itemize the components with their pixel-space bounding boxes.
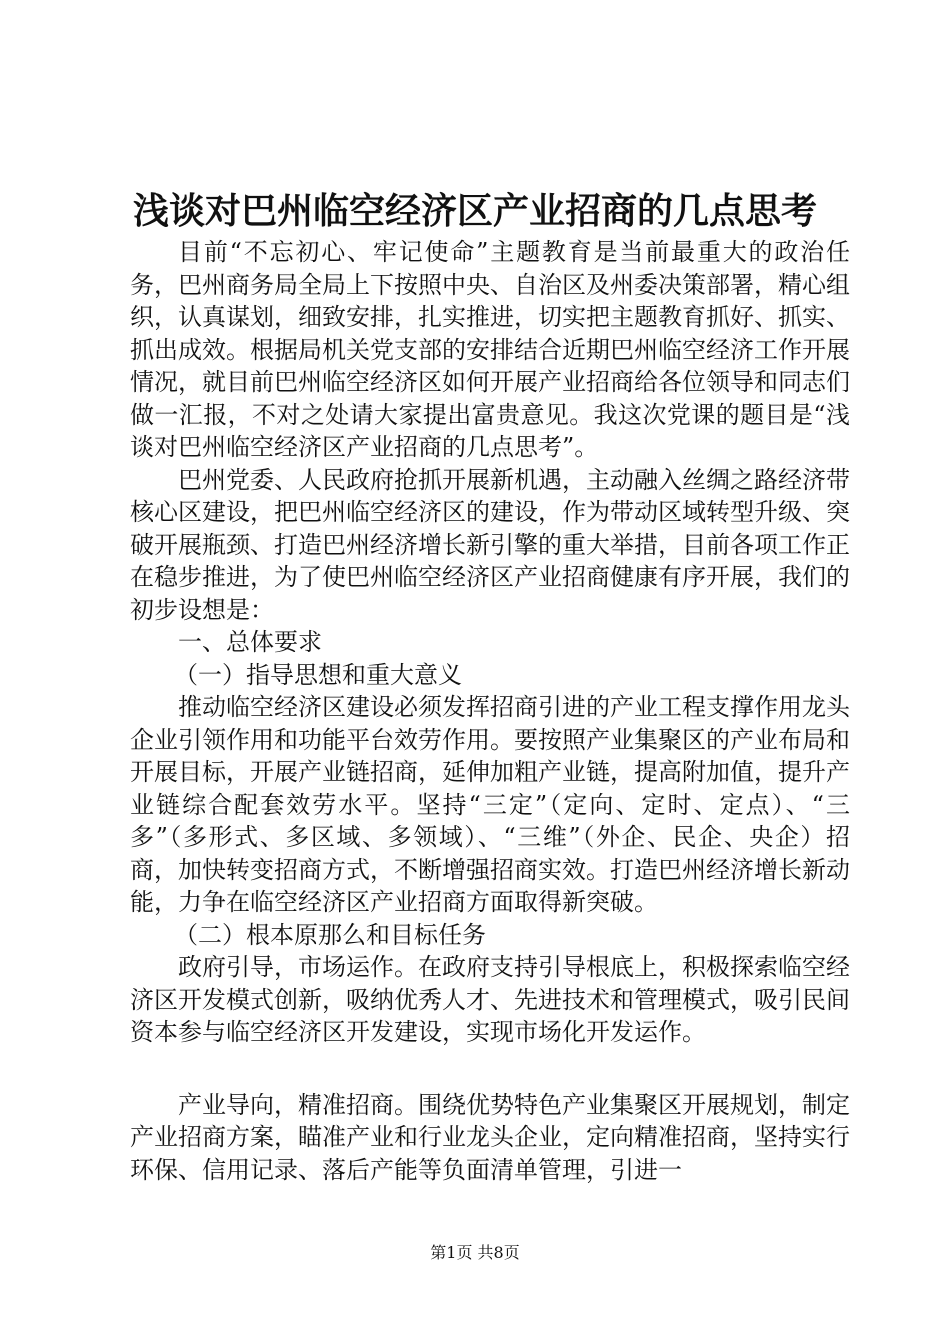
section-heading-general-requirements: 一、总体要求 bbox=[178, 628, 322, 656]
paragraph-intro: 目前“不忘初心、牢记使命”主题教育是当前最重大的政治任务，巴州商务局全局上下按照中央、自治区及州委决策部署，精心组织，认真谋划，细致安排，扎实推进，切实把主题教育抓好、抓实、抓出成效。根据局机关党支部的安排结合近期巴州临空经济工作开展情况，就目前巴州临空经济区如何开展产业招商给各位领导和同志们做一汇报，不对之处请大家提出富贵意见。我这次党课的题目是“浅谈对巴州临空经济区产业招商的几点思考”。 bbox=[130, 238, 850, 461]
paragraph-industry-orientation: 产业导向，精准招商。围绕优势特色产业集聚区开展规划，制定产业招商方案，瞄准产业和行业龙头企业，定向精准招商，坚持实行环保、信用记录、落后产能等负面清单管理，引进一 bbox=[130, 1090, 850, 1184]
paragraph-government-guidance: 政府引导，市场运作。在政府支持引导根底上，积极探索临空经济区开发模式创新，吸纳优秀人才、先进技术和管理模式，吸引民间资本参与临空经济区开发建设，实现市场化开发运作。 bbox=[130, 953, 850, 1046]
document-title: 浅谈对巴州临空经济区产业招商的几点思考 bbox=[132, 190, 817, 232]
page-number-footer: 第1页 共8页 bbox=[430, 1243, 520, 1262]
paragraph-background: 巴州党委、人民政府抢抓开展新机遇，主动融入丝绸之路经济带核心区建设，把巴州临空经济区的建设，作为带动区域转型升级、突破开展瓶颈、打造巴州经济增长新引擎的重大举措，目前各项工作正在稳步推进，为了使巴州临空经济区产业招商健康有序开展，我们的初步设想是： bbox=[130, 465, 850, 624]
paragraph-guiding-ideology: 推动临空经济区建设必须发挥招商引进的产业工程支撑作用龙头企业引领作用和功能平台效劳作用。要按照产业集聚区的产业布局和开展目标，开展产业链招商，延伸加粗产业链，提高附加值，提升产业链综合配套效劳水平。坚持“三定”（定向、定时、定点）、“三多”（多形式、多区域、多领域）、“三维”（外企、民企、央企）招商，加快转变招商方式，不断增强招商实效。打造巴州经济增长新动能，力争在临空经济区产业招商方面取得新突破。 bbox=[130, 693, 850, 916]
subsection-heading-guiding-ideology: （一）指导思想和重大意义 bbox=[174, 660, 462, 689]
subsection-heading-principles: （二）根本原那么和目标任务 bbox=[174, 920, 486, 949]
document-body bbox=[130, 236, 850, 1186]
paragraph-gap bbox=[130, 1049, 850, 1089]
